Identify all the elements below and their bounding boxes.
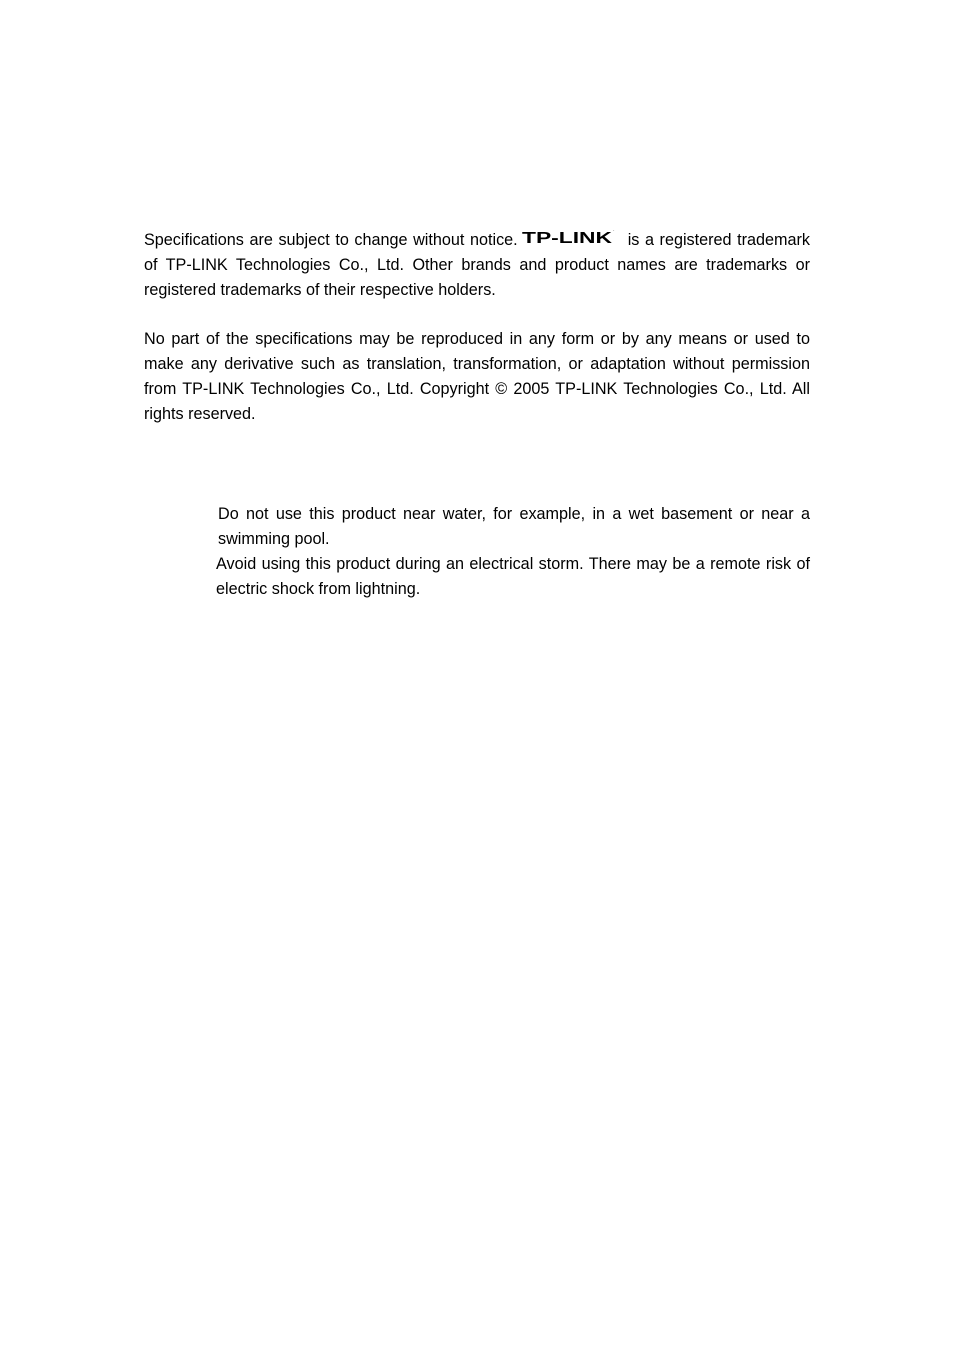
copyright-paragraph: No part of the specifications may be reproduced in any form or by any means or used to make any derivative such as translation, transformation, or adaptation without permission from TP-LINK Technologies Co., Ltd. Copyright © 2005 TP-LINK Technologies Co., Ltd. All rights reserved. <box>144 330 810 423</box>
safety-item: Do not use this product near water, for example, in a wet basement or near a swimming pool. <box>218 505 810 548</box>
safety-list <box>216 502 810 602</box>
notice-text-after-logo: is a registered trademark of TP-LINK Technologies Co., Ltd. Other brands and product names are trademarks or registered trademarks of their respective holders. <box>144 231 810 299</box>
trademark-notice <box>144 228 810 303</box>
notice-text-before-logo: Specifications are subject to change without notice. <box>144 231 518 249</box>
safety-item: Avoid using this product during an electrical storm. There may be a remote risk of electric shock from lightning. <box>216 554 810 598</box>
logo-wordmark: TP-LINK <box>521 230 613 246</box>
svg-text:´: ´ <box>612 230 616 237</box>
tp-link-logo <box>522 230 618 246</box>
